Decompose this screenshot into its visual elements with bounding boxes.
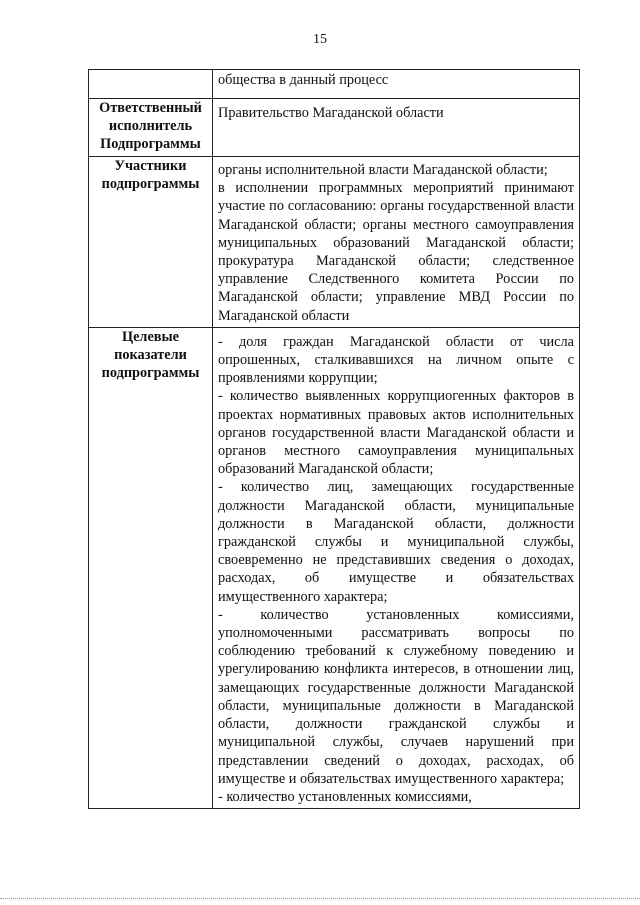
table-row-continuation [89, 70, 580, 99]
row-content [213, 70, 580, 99]
paragraph: Правительство Магаданской области [218, 105, 444, 121]
row-content [213, 99, 580, 157]
row-label-participants: Участники подпрограммы [89, 157, 213, 328]
row-label-target-indicators: Целевые показатели подпрограммы [89, 327, 213, 808]
paragraph: - количество лиц, замещающих государственные должности Магаданской области, муниципальные должности в Магаданской области, должности гражданской службы и муниципальной службы, своевременно не представивших сведения о доходах, расходах, об имуществе и обязательствах имущественного характера; [218, 479, 574, 605]
row-content [213, 157, 580, 328]
table-row-target-indicators [89, 327, 580, 808]
paragraph: органы исполнительной власти Магаданской области; [218, 162, 548, 178]
row-label-responsible: Ответственный исполнитель Подпрограммы [89, 99, 213, 157]
row-content [213, 327, 580, 808]
paragraph: - количество установленных комиссиями, уполномоченными рассматривать вопросы по соблюдению требований к служебному поведению и урегулированию конфликта интересов, в отношении лиц, замещающих государственные должности Магаданской области, муниципальные должности в Магаданской области, должности гражданской службы и муниципальной службы, случаев нарушений при представлении сведений о доходах, расходах, об имуществе и обязательствах имущественного характера; [218, 606, 574, 787]
scan-edge-line [0, 898, 640, 900]
row-label-empty [89, 70, 213, 99]
page-number: 15 [313, 32, 327, 47]
subprogram-passport-table [88, 69, 580, 809]
paragraph: - доля граждан Магаданской области от числа опрошенных, сталкивавшихся на личном опыте с проявлениями коррупции; [218, 333, 574, 387]
paragraph: общества в данный процесс [218, 72, 389, 88]
paragraph: в исполнении программных мероприятий принимают участие по согласованию: органы государственной власти Магаданской области; органы местного самоуправления муниципальных образований Магаданской области; прокуратура Магаданской области; следственное управление Следственного комитета России по Магаданской области; управление МВД России по Магаданской области [218, 180, 574, 324]
table-row-participants [89, 157, 580, 328]
table-row-responsible [89, 99, 580, 157]
paragraph: - количество установленных комиссиями, [218, 788, 472, 805]
paragraph: - количество выявленных коррупциогенных факторов в проектах нормативных правовых актов исполнительных органов государственной власти Магаданской области и органов местного самоуправления муниципальных образований Магаданской области; [218, 388, 574, 478]
